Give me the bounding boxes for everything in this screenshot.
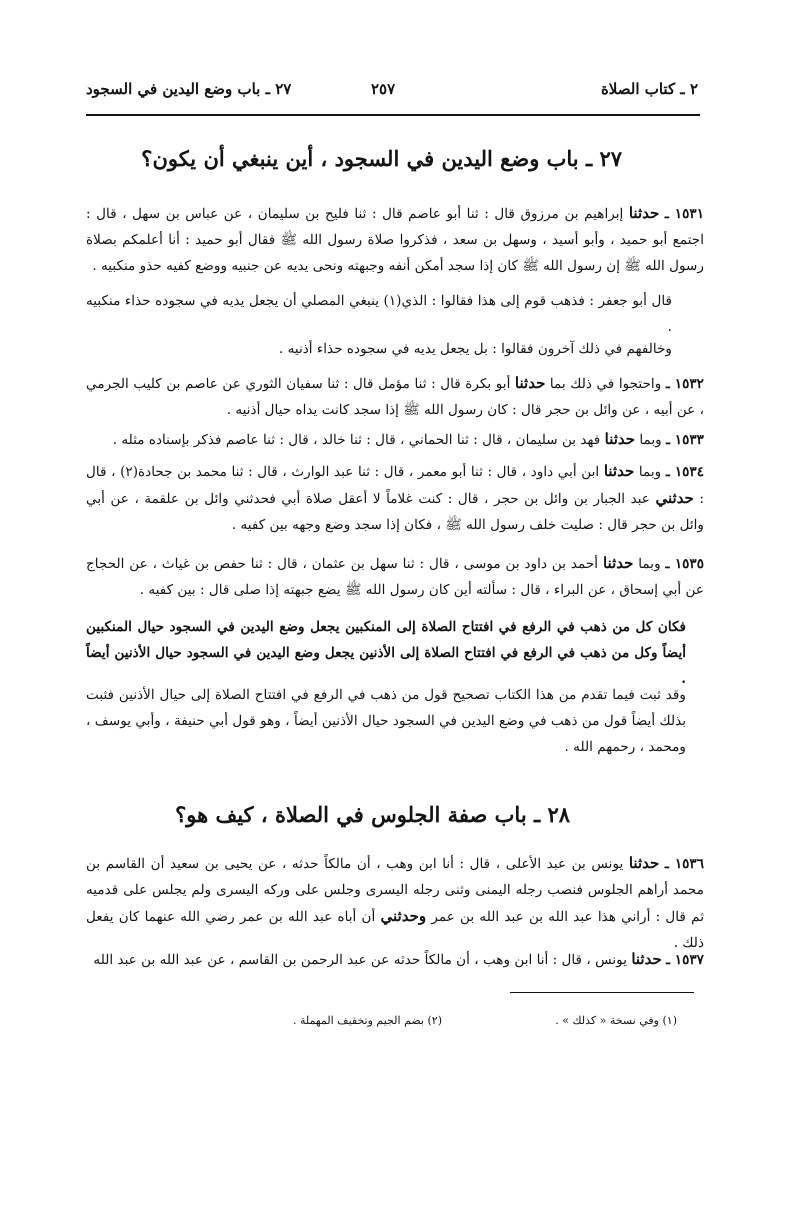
hadith-text: أبو بكرة قال : ثنا مؤمل قال : ثنا سفيان الثوري عن عاصم بن كليب الجرمي ، عن أبيه ، عن وائل بن حجر قال : كان رسول الله ﷺ إذا سجد كانت يداه حيال أذنيه . xyxy=(86,376,704,418)
hadith-text: أحمد بن داود بن موسى ، قال : ثنا سهل بن عثمان ، قال : ثنا حفص بن غياث ، عن الحجاج عن أبي إسحاق ، عن البراء ، قال : سألته أين كان رسول الله ﷺ يضع جبهته إذا صلى قال : بين كفيه . xyxy=(86,556,704,598)
hadith-keyword: حدثنا xyxy=(628,854,660,872)
hadith-intro: واحتجوا في ذلك بما xyxy=(549,376,662,392)
hadith-1532 xyxy=(86,370,704,423)
hadith-text-2: عبد الجبار بن وائل بن حجر ، قال : كنت غلاماً لا أعقل صلاة أبي فحدثني وائل بن علقمة ، عن أبي وائل بن حجر قال : صليت خلف رسول الله ﷺ ، فكان إذا سجد وضع وجهه بين كفيه . xyxy=(86,491,704,533)
footnote-rule xyxy=(510,992,694,993)
paragraph-opponents: وخالفهم في ذلك آخرون فقالوا : بل يجعل يديه في سجوده حذاء أذنيه . xyxy=(278,341,672,357)
footnote-2: (٢) بضم الجيم وتخفيف المهملة . xyxy=(292,1014,442,1027)
hadith-text: يونس بن عبد الأعلى ، قال : أنا ابن وهب ، أن مالكاً حدثه ، عن يحيى بن سعيد أن القاسم بن محمد أراهم الجلوس فنصب رجله اليمنى وثنى رجله اليسرى وجلس على وركه اليسرى ولم يجلس على قدميه ثم قال : أراني هذا عبد الله بن عبد الله بن عمر xyxy=(86,856,704,925)
hadith-text: إبراهيم بن مرزوق قال : ثنا أبو عاصم قال : ثنا فليح بن سليمان ، عن عباس بن سهل ، قال : اجتمع أبو حميد ، وأبو أسيد ، وسهل بن سعد ، فذكروا صلاة رسول الله ﷺ فقال أبو حميد : أنا أعلمكم بصلاة رسول الله ﷺ إن رسول الله ﷺ كان إذا سجد أمكن أنفه وجبهته ونحى يديه عن جنبيه ووضع كفيه حذو منكبيه . xyxy=(86,206,704,274)
hadith-1531 xyxy=(86,200,704,282)
hadith-keyword: حدثنا xyxy=(631,950,662,968)
hadith-number: ١٥٣١ ـ xyxy=(664,206,705,222)
chapter-27-title: ٢٧ ـ باب وضع اليدين في السجود ، أين ينبغي أن يكون؟ xyxy=(141,146,622,171)
hadith-number: ١٥٣٥ ـ xyxy=(665,556,705,572)
header-rule xyxy=(86,114,700,116)
hadith-1535 xyxy=(86,550,704,603)
hadith-1533 xyxy=(86,426,704,453)
hadith-text: فهد بن سليمان ، قال : ثنا الحماني ، قال : ثنا خالد ، قال : ثنا عاصم فذكر بإسناده مثله . xyxy=(112,432,601,448)
paragraph-abu-jafar: قال أبو جعفر : فذهب قوم إلى هذا فقالوا : الذي(١) ينبغي المصلي أن يجعل يديه في سجوده حذاء منكبيه . xyxy=(86,293,672,335)
hadith-text: ابن أبي داود ، قال : ثنا أبو معمر ، قال : ثنا عبد الوارث ، قال : ثنا محمد بن جحادة(٢) ، قال : xyxy=(86,464,704,507)
hadith-1537 xyxy=(86,946,704,973)
hadith-1534 xyxy=(86,458,704,538)
header-chapter-title: ٢٧ ـ باب وضع اليدين في السجود xyxy=(86,80,292,98)
hadith-intro: وبما xyxy=(639,432,662,448)
hadith-number: ١٥٣٧ ـ xyxy=(666,952,704,968)
hadith-text-2: أن أباه عبد الله بن عمر رضي الله عنهما كان يفعل ذلك . xyxy=(86,909,704,951)
hadith-keyword: حدثنا xyxy=(603,462,635,480)
hadith-keyword-2: وحدثني xyxy=(380,907,427,925)
paragraph-ruling: وقد ثبت فيما تقدم من هذا الكتاب تصحيح قول من ذهب في الرفع في افتتاح الصلاة إلى حيال الأذنين فثبت بذلك أيضاً قول من ذهب في وضع اليدين في السجود حيال الأذنين أيضاً ، وهو قول أبي حنيفة ، وأبي يوسف ، ومحمد ، رحمهم الله . xyxy=(86,687,686,755)
hadith-number: ١٥٣٣ ـ xyxy=(666,432,704,448)
hadith-keyword-2: حدثني xyxy=(655,489,694,507)
hadith-text: يونس ، قال : أنا ابن وهب ، أن مالكاً حدثه عن عبد الرحمن بن القاسم ، عن عبد الله بن عبد الله xyxy=(93,952,627,968)
hadith-1536 xyxy=(86,850,704,956)
chapter-28-title: ٢٨ ـ باب صفة الجلوس في الصلاة ، كيف هو؟ xyxy=(175,802,570,827)
hadith-keyword: حدثنا xyxy=(628,204,660,222)
hadith-intro: وبما xyxy=(638,464,662,480)
paragraph-conclusion: فكان كل من ذهب في الرفع في افتتاح الصلاة إلى المنكبين يجعل وضع اليدين في السجود حيال المنكبين أيضاً وكل من ذهب في الرفع في افتتاح الصلاة إلى الأذنين يجعل وضع اليدين في السجود حيال الأذنين أيضاً . xyxy=(86,619,686,687)
running-header xyxy=(86,80,698,114)
hadith-number: ١٥٣٦ ـ xyxy=(664,856,705,872)
hadith-intro: وبما xyxy=(638,556,661,572)
hadith-keyword: حدثنا xyxy=(604,430,636,448)
hadith-keyword: حدثنا xyxy=(602,554,634,572)
hadith-number: ١٥٣٢ ـ xyxy=(665,376,704,392)
page-number: ٢٥٧ xyxy=(371,80,396,98)
hadith-keyword: حدثنا xyxy=(514,374,546,392)
footnote-1: (١) وفي نسخة « كذلك » . xyxy=(555,1014,677,1027)
header-book-title: ٢ ـ كتاب الصلاة xyxy=(600,80,698,98)
hadith-number: ١٥٣٤ ـ xyxy=(665,464,705,480)
